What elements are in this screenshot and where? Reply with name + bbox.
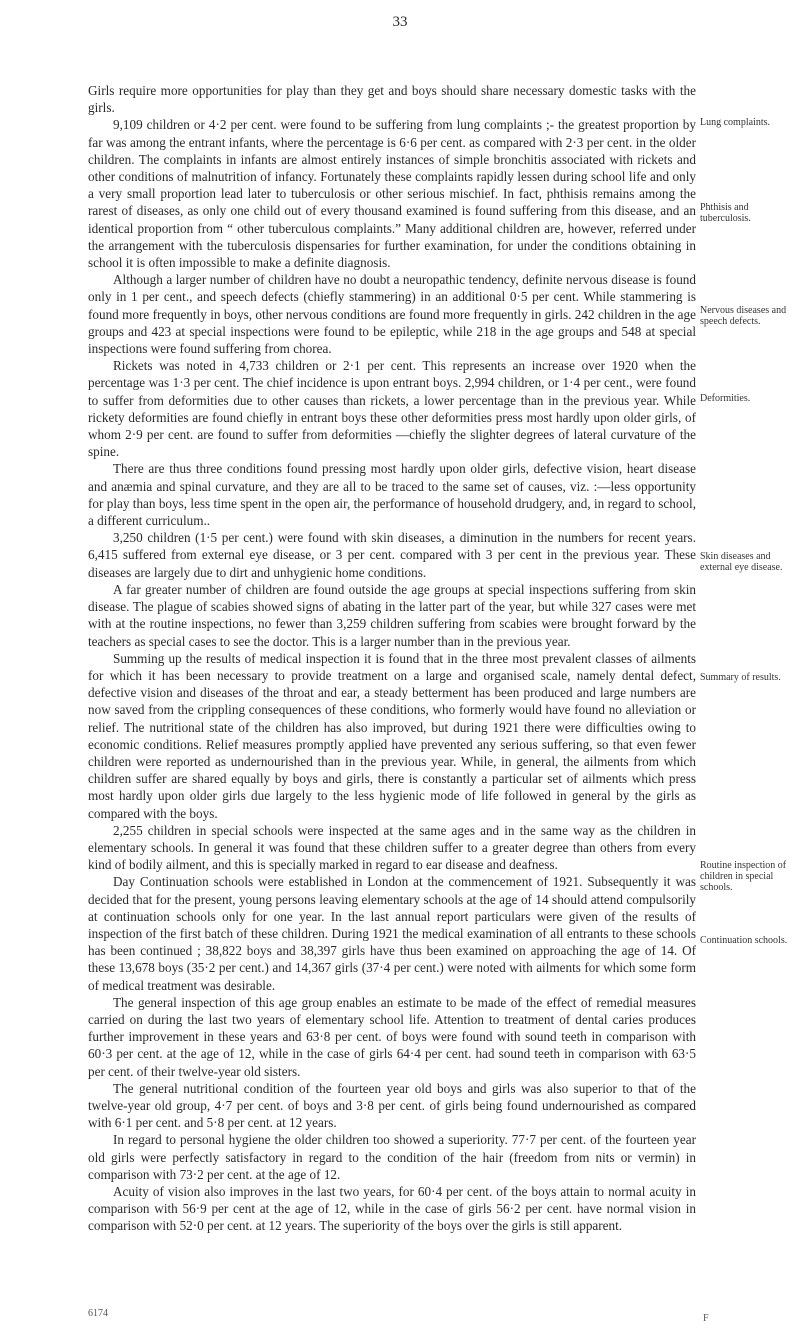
margin-note-continuation-schools: Continuation schools. [700, 935, 788, 946]
paragraph: Acuity of vision also improves in the last two years, for 60·4 per cent. of the boys attain to normal acuity in comparison with 56·9 per cent at the age of 12, while in the case of girls 56·2 per cent. have normal vision in comparison with 52·0 per cent. at 12 years. The superiority of the boys over the girls is still apparent. [88, 1184, 696, 1234]
margin-note-deformities: Deformities. [700, 393, 751, 404]
body-text [88, 82, 696, 1235]
paragraph: The general inspection of this age group enables an estimate to be made of the effect of remedial measures carried on during the last two years of elementary school life. Attention to treatment of dental caries produces further improvement in these years and 63·8 per cent. of boys were found with sound teeth in comparison with 60·3 per cent. at the age of 12, while in the case of girls 64·4 per cent. had sound teeth in comparison with 63·5 per cent. of their twelve-year old sisters. [88, 994, 696, 1079]
margin-note-lung-complaints: Lung complaints. [700, 117, 770, 128]
paragraph: The general nutritional condition of the fourteen year old boys and girls was also superior to that of the twelve-year old group, 4·7 per cent. of boys and 3·8 per cent. of girls being found undernourished as compared with 6·1 per cent. and 5·8 per cent. at 12 years. [88, 1080, 696, 1131]
margin-note-nervous-diseases: Nervous diseases and speech defects. [700, 305, 787, 327]
margin-note-phthisis: Phthisis and tuberculosis. [700, 202, 751, 224]
paragraph: Summing up the results of medical inspection it is found that in the three most prevalent classes of ailments for which it has been necessary to provide treatment on a large and organised scale, namely dental defect, defective vision and diseases of the throat and ear, a steady betterment has been produced and large numbers are now saved from the crippling consequences of these conditions, who formerly would have found no alleviation or relief. The nutritional state of the children has also improved, but during 1921 there were difficulties owing to economic conditions. Relief measures promptly applied have prevented any serious suffering, so that even fewer children were reported as undernourished than in the previous year. While, in general, the ailments from which children suffer are shared equally by boys and girls, there is constantly a particular set of ailments which press most hardly upon older girls due largely to the less hygienic mode of life followed in general by the girls as compared with the boys. [88, 650, 696, 821]
page-number: 33 [392, 14, 408, 30]
margin-note-summary: Summary of results. [700, 672, 781, 683]
margin-note-special-schools: Routine inspection of children in special schools. [700, 860, 787, 893]
sheet-letter: F [703, 1313, 709, 1324]
paragraph: Rickets was noted in 4,733 children or 2·1 per cent. This represents an increase over 1920 when the percentage was 1·3 per cent. The chief incidence is upon entrant boys. 2,994 children, or 1·4 per cent., were found to suffer from deformities due to other causes than rickets, a lower percentage than in the previous year. While rickety deformities are found chiefly in entrant boys these other deformities press most hardly upon older girls, of whom 2·9 per cent. are found to suffer from deformities —chiefly the slighter degrees of lateral curvature of the spine. [88, 358, 696, 460]
paragraph: 3,250 children (1·5 per cent.) were found with skin diseases, a diminution in the numbers for recent years. 6,415 suffered from external eye disease, or 3 per cent. compared with 3 per cent in the previous year. These diseases are largely due to dirt and unhygienic home conditions. [88, 530, 696, 580]
margin-note-skin-diseases: Skin diseases and external eye disease. [700, 551, 783, 573]
paragraph: 9,109 children or 4·2 per cent. were found to be suffering from lung complaints ;- the greatest proportion by far was among the entrant infants, where the percentage is 6·6 per cent. as compared with 2·3 per cent. in the older children. The complaints in infants are almost entirely instances of simple bronchitis associated with rickets and other conditions of malnutrition of infancy. Fortunately these complaints rapidly lessen during school life and only a very small proportion lead later to tuberculosis or other serious mischief. In fact, phthisis remains among the rarest of diseases, as only one child out of every thousand examined is found suffering from this disease, and an identical proportion from “ other tuberculous complaints.” Many additional children are, however, referred under the arrangement with the tuberculosis dispensaries for further examination, for under the conditions obtaining in school it is often impossible to make a definite diagnosis. [88, 117, 696, 271]
paragraph: 2,255 children in special schools were inspected at the same ages and in the same way as the children in elementary schools. In general it was found that these children suffer to a greater degree than others from every kind of bodily ailment, and this is specially marked in regard to ear disease and deafness. [88, 822, 696, 873]
paragraph: A far greater number of children are found outside the age groups at special inspections suffering from skin disease. The plague of scabies showed signs of abating in the latter part of the year, but while 327 cases were met with at the routine inspections, no fewer than 3,259 children suffering from scabies were brought forward by the teachers as special cases to see the doctor. This is a larger number than in the previous year. [88, 581, 696, 649]
paragraph: In regard to personal hygiene the older children too showed a superiority. 77·7 per cent. of the fourteen year old girls were perfectly satisfactory in regard to the condition of the hair (freedom from nits or vermin) in comparison with 73·2 per cent. at the age of 12. [88, 1132, 696, 1182]
paragraph: Although a larger number of children have no doubt a neuropathic tendency, definite nervous disease is found only in 1 per cent., and speech defects (chiefly stammering) in an additional 0·5 per cent. While stammering is found more frequently in boys, other nervous conditions are found more frequently in girls. 242 children in the age groups and 423 at special inspections were found to be epileptic, while 218 in the age groups and 548 at special inspections were found suffering from chorea. [88, 272, 696, 357]
printer-mark: 6174 [88, 1308, 108, 1319]
paragraph: There are thus three conditions found pressing most hardly upon older girls, defective vision, heart disease and anæmia and spinal curvature, and they are all to be traced to the same set of causes, viz. :—less opportunity for play than boys, less time spent in the open air, the performance of household drudgery, and, in regard to school, a different curriculum.. [88, 461, 696, 529]
paragraph: Day Continuation schools were established in London at the commencement of 1921. Subsequently it was decided that for the present, young persons leaving elementary schools at the age of 14 should attend compulsorily at continuation schools only for one year. In the last annual report particulars were given of the results of inspection of the first batch of these children. During 1921 the medical examination of all entrants to these schools has been continued ; 38,822 boys and 38,397 girls have thus been examined on approaching the age of 14. Of these 13,678 boys (35·2 per cent.) and 14,367 girls (37·4 per cent.) were noted with ailments for which some form of medical treatment was desirable. [88, 874, 696, 993]
paragraph: Girls require more opportunities for play than they get and boys should share necessary domestic tasks with the girls. [88, 83, 696, 116]
